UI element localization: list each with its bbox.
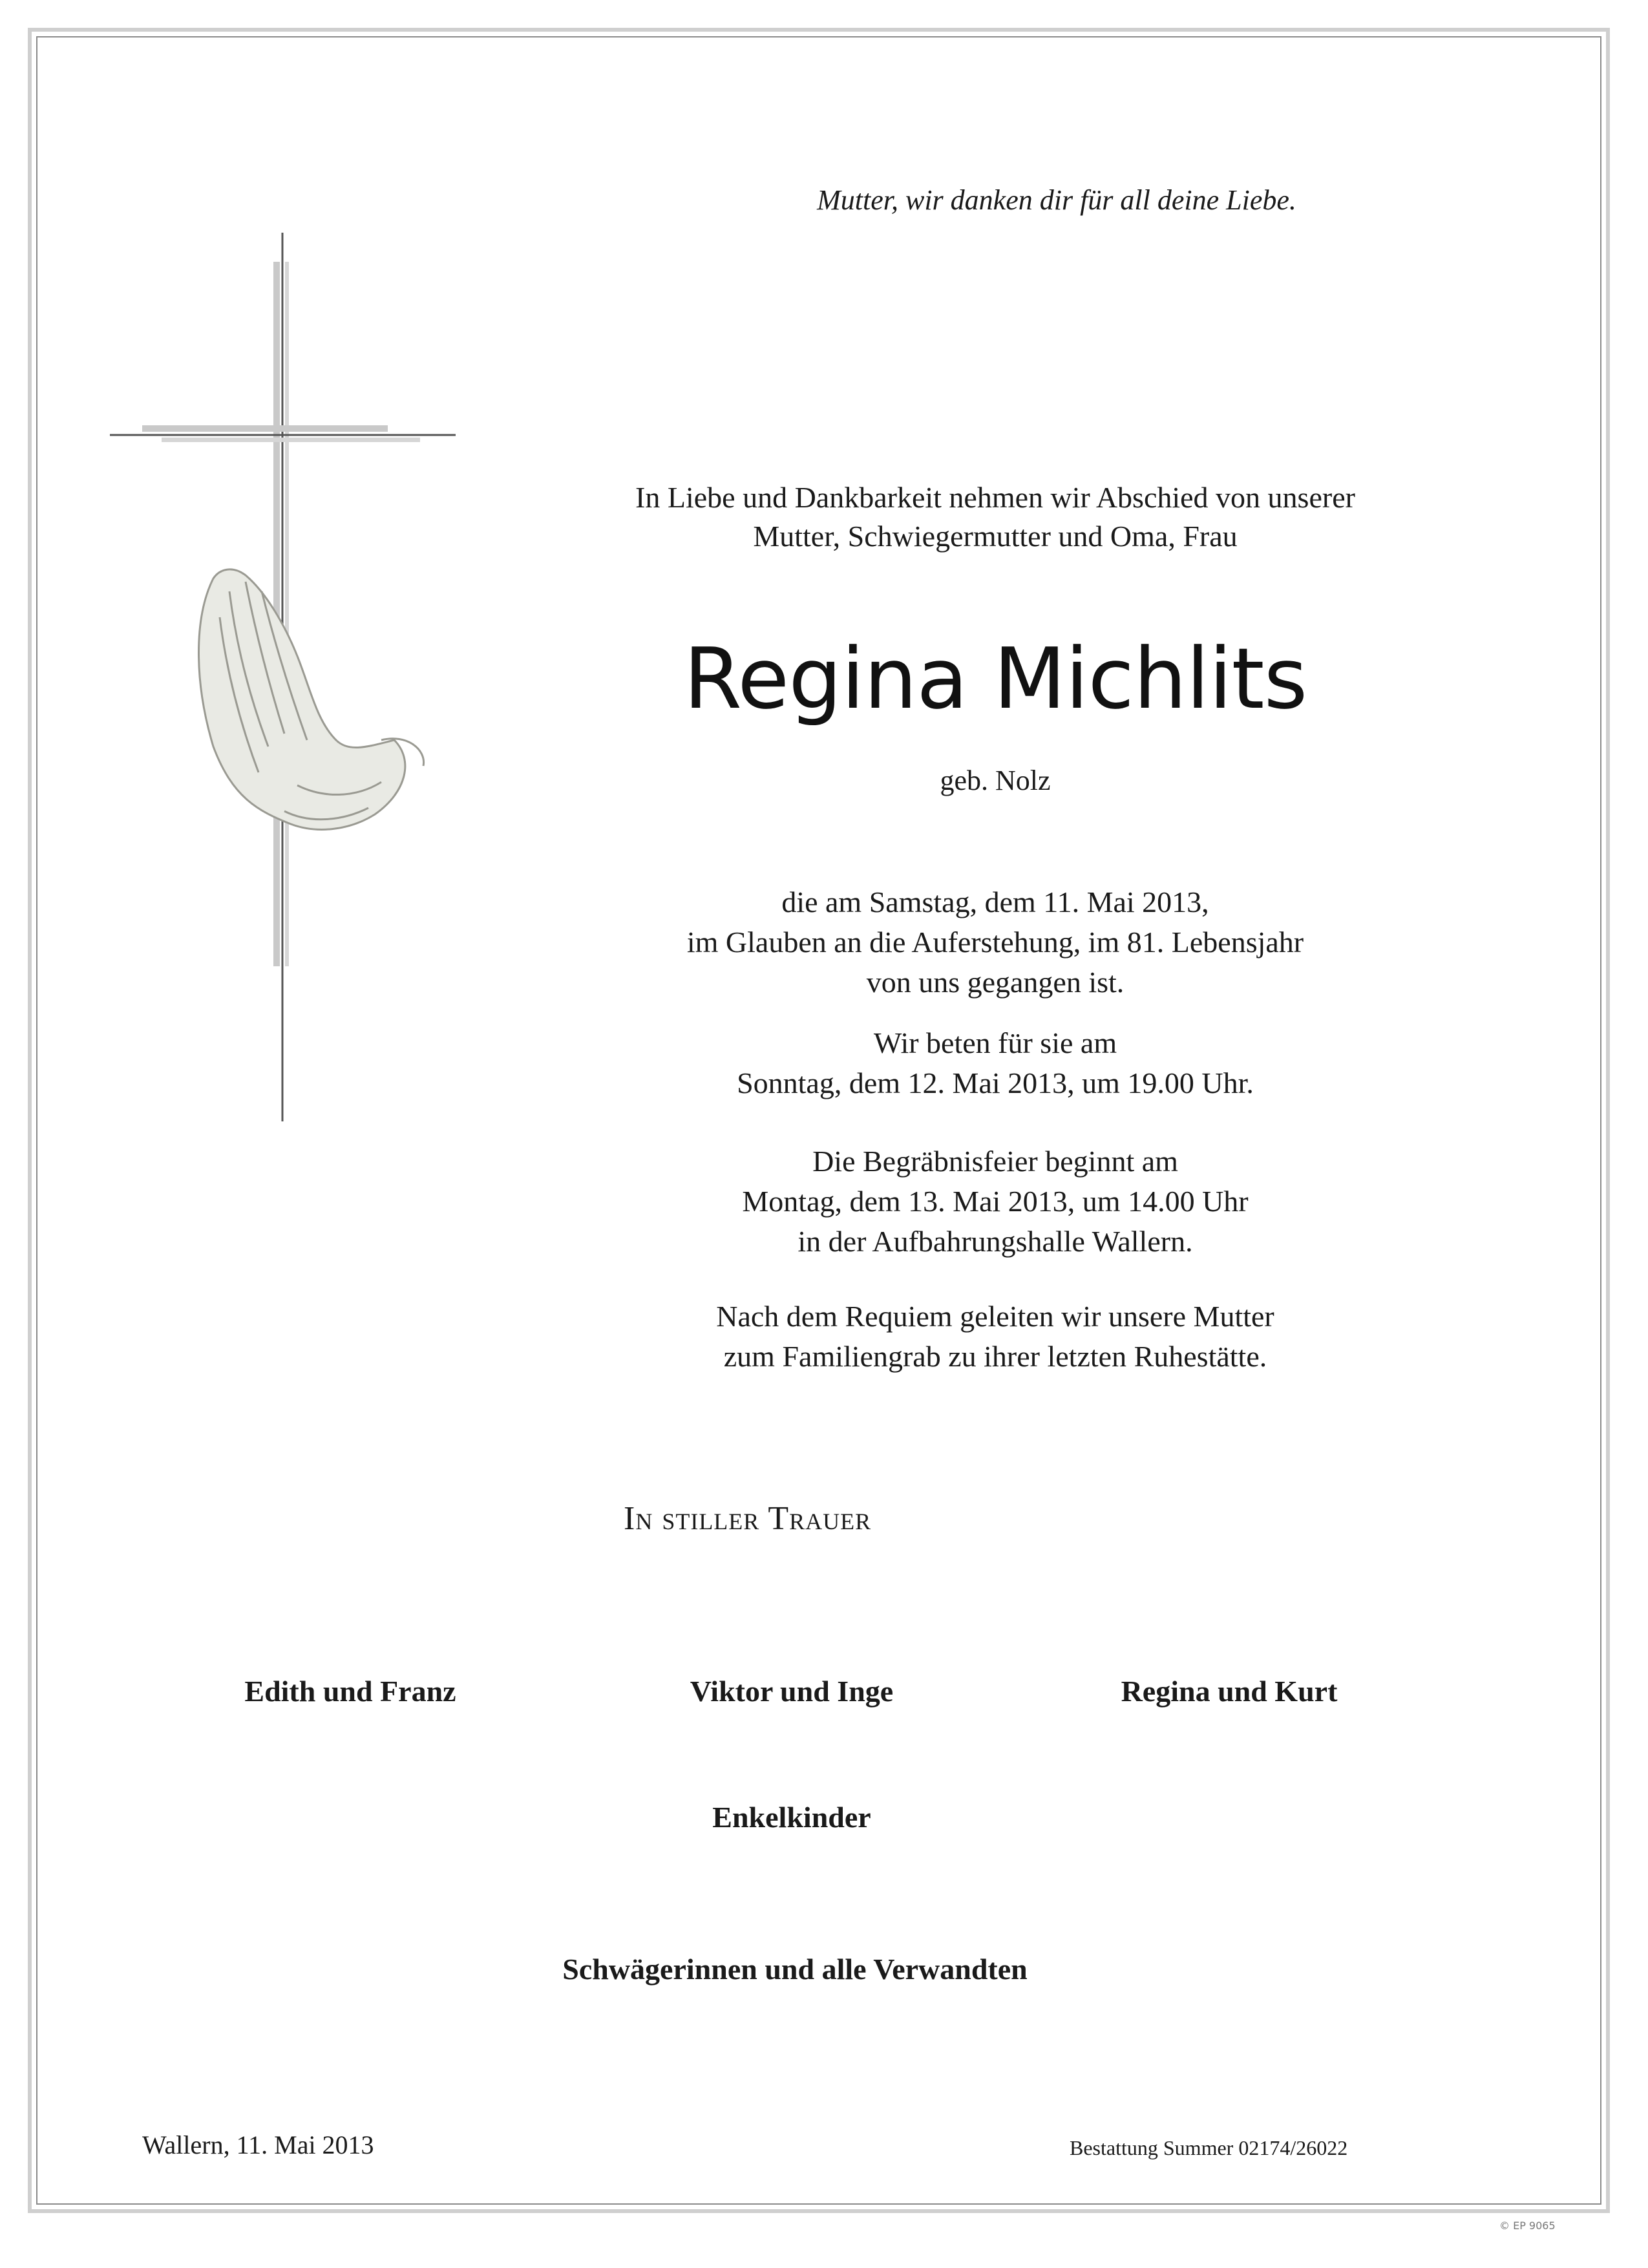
place-date: Wallern, 11. Mai 2013: [142, 2130, 374, 2159]
print-code: © EP 9065: [1499, 2220, 1556, 2232]
death-notice-line-3: von uns gegangen ist.: [866, 966, 1125, 999]
family-group-2: Viktor und Inge: [690, 1675, 894, 1708]
motto: Mutter, wir danken dir für all deine Liebe.: [817, 184, 1296, 216]
funeral-line-1: Die Begräbnisfeier beginnt am: [812, 1145, 1178, 1178]
prayer-line-1: Wir beten für sie am: [873, 1026, 1117, 1059]
funeral-notice: [530, 1141, 1461, 1262]
prayer-notice: [530, 1023, 1461, 1103]
intro-text: [530, 478, 1461, 556]
cross-icon: [103, 229, 465, 1134]
undertaker-contact: Bestattung Summer 02174/26022: [1070, 2136, 1348, 2159]
family-grandchildren: Enkelkinder: [712, 1801, 871, 1834]
burial-line-1: Nach dem Requiem geleiten wir unsere Mutter: [716, 1300, 1274, 1333]
family-group-1: Edith und Franz: [244, 1675, 456, 1708]
family-relatives: Schwägerinnen und alle Verwandten: [562, 1953, 1028, 1986]
maiden-name: geb. Nolz: [940, 765, 1051, 796]
funeral-line-3: in der Aufbahrungshalle Wallern.: [798, 1225, 1193, 1258]
death-notice: [530, 882, 1461, 1002]
mourning-heading: In stiller Trauer: [624, 1500, 872, 1537]
intro-line-1: In Liebe und Dankbarkeit nehmen wir Abschied von unserer: [635, 481, 1355, 514]
deceased-name: Regina Michlits: [683, 630, 1307, 728]
death-notice-line-2: im Glauben an die Auferstehung, im 81. Lebensjahr: [686, 926, 1304, 959]
intro-line-2: Mutter, Schwiegermutter und Oma, Frau: [753, 520, 1238, 553]
family-group-3: Regina und Kurt: [1121, 1675, 1338, 1708]
death-notice-line-1: die am Samstag, dem 11. Mai 2013,: [781, 885, 1209, 918]
funeral-line-2: Montag, dem 13. Mai 2013, um 14.00 Uhr: [742, 1185, 1249, 1218]
praying-hands-icon: [199, 569, 424, 829]
burial-line-2: zum Familiengrab zu ihrer letzten Ruhestätte.: [723, 1340, 1267, 1373]
prayer-line-2: Sonntag, dem 12. Mai 2013, um 19.00 Uhr.: [737, 1066, 1254, 1099]
burial-notice: [530, 1297, 1461, 1377]
